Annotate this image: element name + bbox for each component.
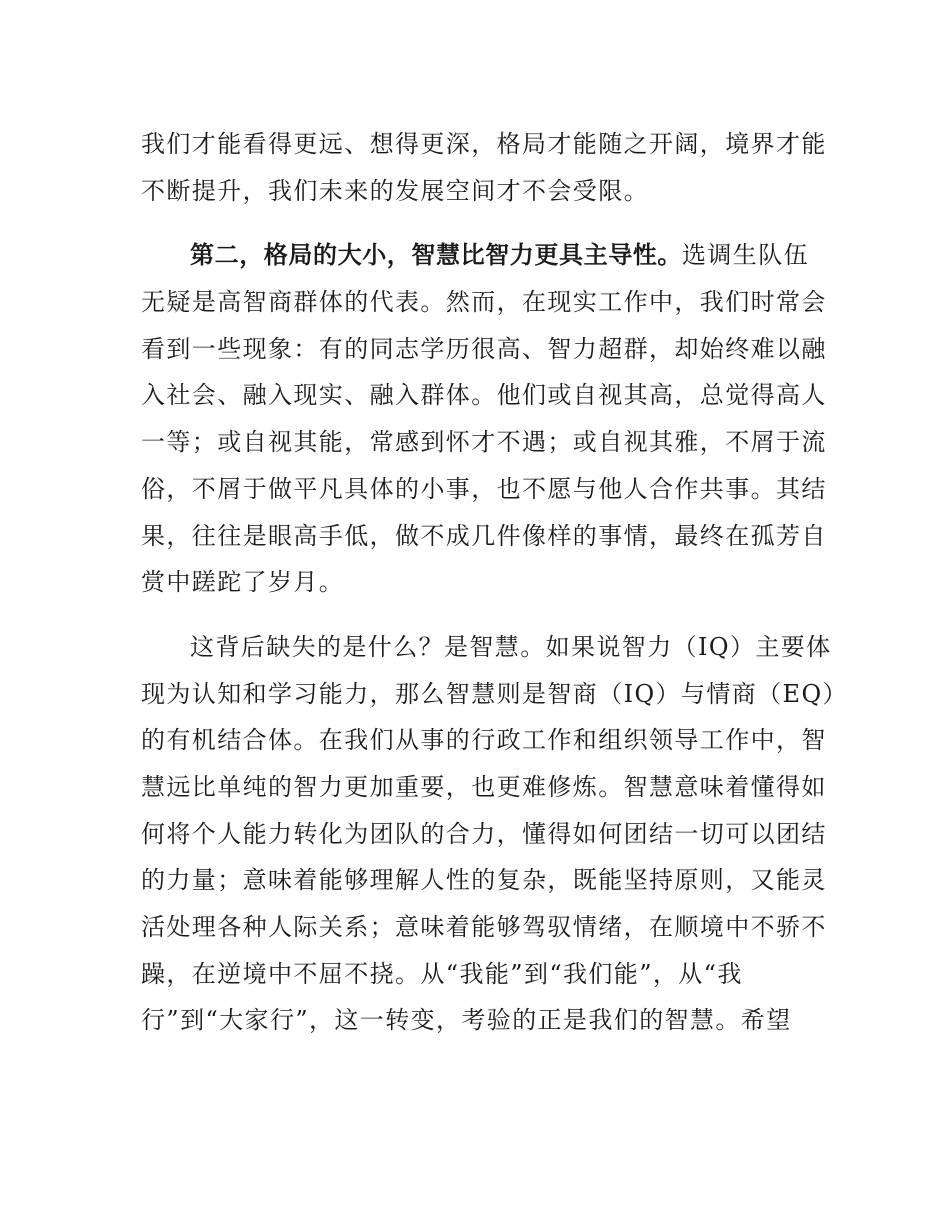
document-page: [141, 121, 848, 1044]
text-line: 不断提升，我们未来的发展空间才不会受限。: [141, 176, 649, 205]
text-line: 何将个人能力转化为团队的合力，懂得如何团结一切可以团结: [141, 819, 827, 848]
text-line: 我们才能看得更远、想得更深，格局才能随之开阔，境界才能: [141, 130, 827, 158]
text-line: 看到一些现象：有的同志学历很高、智力超群，却始终难以融: [141, 334, 827, 363]
paragraph-first-line: [141, 232, 811, 279]
paragraph-1: [141, 121, 827, 214]
paragraph-2: [141, 232, 827, 606]
text-line: 现为认知和学习能力，那么智慧则是智商（IQ）与情商（EQ）: [141, 679, 848, 708]
text-run: 选调生队伍: [682, 241, 809, 270]
text-line: 躁，在逆境中不屈不挠。从“我能”到“我们能”，从“我: [141, 959, 743, 988]
text-line: 行”到“大家行”，这一转变，考验的正是我们的智慧。希望: [141, 1006, 792, 1035]
text-line: 慧远比单纯的智力更加重要，也更难修炼。智慧意味着懂得如: [141, 772, 827, 801]
text-line: 无疑是高智商群体的代表。然而，在现实工作中，我们时常会: [141, 288, 827, 317]
paragraph-3: [141, 624, 848, 1044]
section-heading: 第二，格局的大小，智慧比智力更具主导性。: [190, 241, 682, 270]
text-line: 俗，不屑于做平凡具体的小事，也不愿与他人合作共事。其结: [141, 474, 827, 503]
text-line: 一等；或自视其能，常感到怀才不遇；或自视其雅，不屑于流: [141, 428, 827, 457]
text-line: 果，往往是眼高手低，做不成几件像样的事情，最终在孤芳自: [141, 521, 827, 550]
text-line: 这背后缺失的是什么？是智慧。如果说智力（IQ）主要体: [190, 632, 832, 661]
text-line: 活处理各种人际关系；意味着能够驾驭情绪，在顺境中不骄不: [141, 913, 827, 941]
text-line: 入社会、融入现实、融入群体。他们或自视其高，总觉得高人: [141, 381, 827, 410]
text-line: 赏中蹉跎了岁月。: [141, 568, 345, 597]
text-line: 的力量；意味着能够理解人性的复杂，既能坚持原则，又能灵: [141, 866, 827, 895]
text-line: 的有机结合体。在我们从事的行政工作和组织领导工作中，智: [141, 726, 827, 755]
